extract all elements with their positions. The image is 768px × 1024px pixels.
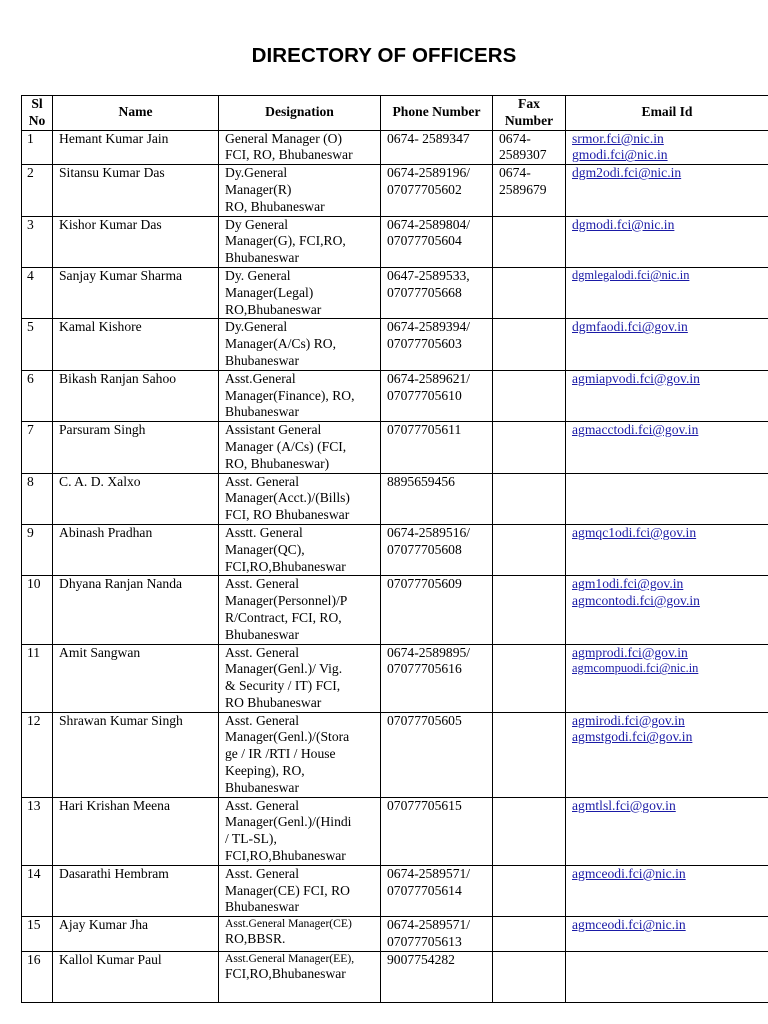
email-cell [566, 524, 768, 575]
designation-line: Asst.General [225, 370, 296, 386]
designation-cell [219, 917, 381, 952]
designation-line: Asst. General [225, 473, 299, 489]
email-cell [566, 712, 768, 797]
designation-line: / TL-SL), [225, 831, 277, 847]
designation-line: Bhubaneswar [225, 779, 299, 795]
fax-cell [493, 130, 566, 165]
sl-no-cell: 15 [22, 917, 53, 952]
phone-number: 0674-2589394/ [387, 319, 471, 335]
designation-line: Manager (A/Cs) (FCI, [225, 438, 347, 454]
table-row [22, 267, 768, 318]
email-link[interactable]: agmiapvodi.fci@gov.in [572, 370, 700, 386]
fax-cell [493, 576, 566, 644]
header-email-id: Email Id [566, 96, 768, 131]
phone-cell [381, 712, 493, 797]
phone-number: 0674-2589804/ [387, 216, 471, 232]
designation-cell [219, 130, 381, 165]
designation-line: RO, Bhubaneswar [225, 198, 325, 214]
fax-cell [493, 216, 566, 267]
designation-cell [219, 797, 381, 865]
email-cell [566, 797, 768, 865]
header-name: Name [53, 96, 219, 131]
email-cell [566, 951, 768, 1002]
email-link[interactable]: agmprodi.fci@gov.in [572, 644, 688, 660]
table-row [22, 319, 768, 370]
email-link[interactable]: agmqc1odi.fci@gov.in [572, 524, 697, 540]
header-fax-number: Fax Number [493, 96, 566, 131]
email-link[interactable]: agmceodi.fci@nic.in [572, 917, 686, 933]
fax-cell [493, 644, 566, 712]
sl-no-cell: 12 [22, 712, 53, 797]
designation-line: Manager(A/Cs) RO, [225, 336, 336, 352]
phone-number: 0674-2589621/ [387, 370, 471, 386]
designation-line: Keeping), RO, [225, 763, 305, 779]
phone-number: 0674-2589895/ [387, 644, 471, 660]
fax-cell [493, 524, 566, 575]
table-row [22, 370, 768, 421]
email-link[interactable]: agmceodi.fci@nic.in [572, 865, 686, 881]
phone-number: 07077705605 [387, 712, 462, 728]
designation-line: & Security / IT) FCI, [225, 678, 341, 694]
fax-cell [493, 865, 566, 916]
phone-number: 0674-2589571/ [387, 917, 471, 933]
officer-name-cell: C. A. D. Xalxo [53, 473, 219, 524]
designation-line: Dy.General [225, 319, 288, 335]
phone-cell [381, 576, 493, 644]
designation-line: Dy General [225, 216, 289, 232]
designation-line: Bhubaneswar [225, 352, 299, 368]
designation-cell [219, 644, 381, 712]
email-link[interactable]: agmcompuodi.fci@nic.in [572, 661, 699, 676]
fax-number: 2589679 [499, 181, 547, 197]
table-row [22, 951, 768, 1002]
phone-number: 0674-2589571/ [387, 865, 471, 881]
email-link[interactable]: agmacctodi.fci@gov.in [572, 422, 699, 438]
phone-cell [381, 130, 493, 165]
designation-line: Bhubaneswar [225, 899, 299, 915]
designation-line: Manager(Genl.)/(Stora [225, 729, 350, 745]
table-row [22, 797, 768, 865]
email-cell [566, 319, 768, 370]
sl-no-cell: 5 [22, 319, 53, 370]
sl-no-cell: 11 [22, 644, 53, 712]
designation-line: Manager(Genl.)/ Vig. [225, 661, 343, 677]
designation-cell [219, 951, 381, 1002]
email-link[interactable]: agmirodi.fci@gov.in [572, 712, 685, 728]
phone-number: 07077705602 [387, 181, 462, 197]
officer-name-cell: Kallol Kumar Paul [53, 951, 219, 1002]
designation-line: Dy. General [225, 267, 291, 283]
sl-no-cell: 10 [22, 576, 53, 644]
email-link[interactable]: srmor.fci@nic.in [572, 130, 664, 146]
phone-cell [381, 473, 493, 524]
officer-name-cell: Kamal Kishore [53, 319, 219, 370]
designation-cell [219, 865, 381, 916]
officer-name-cell: Bikash Ranjan Sahoo [53, 370, 219, 421]
email-link[interactable]: gmodi.fci@nic.in [572, 147, 668, 163]
designation-cell [219, 216, 381, 267]
designation-line: FCI, RO Bhubaneswar [225, 507, 350, 523]
designation-line: Manager(Personnel)/P [225, 593, 348, 609]
fax-cell [493, 165, 566, 216]
sl-no-cell: 8 [22, 473, 53, 524]
designation-line: RO, Bhubaneswar) [225, 455, 330, 471]
phone-number: 07077705613 [387, 934, 462, 950]
phone-cell [381, 917, 493, 952]
sl-no-cell: 6 [22, 370, 53, 421]
sl-no-cell: 2 [22, 165, 53, 216]
table-row [22, 130, 768, 165]
fax-cell [493, 917, 566, 952]
phone-number: 07077705615 [387, 797, 462, 813]
designation-cell [219, 370, 381, 421]
officer-name-cell: Hemant Kumar Jain [53, 130, 219, 165]
sl-no-cell: 14 [22, 865, 53, 916]
designation-line: Asstt. General [225, 524, 303, 540]
email-cell [566, 165, 768, 216]
phone-number: 0674- 2589347 [387, 130, 470, 146]
email-link[interactable]: agmstgodi.fci@gov.in [572, 729, 693, 745]
designation-line: FCI,RO,Bhubaneswar [225, 965, 346, 981]
fax-cell [493, 267, 566, 318]
fax-cell [493, 951, 566, 1002]
designation-line: Manager(Acct.)/(Bills) [225, 490, 350, 506]
designation-line: Manager(Legal) [225, 284, 314, 300]
phone-cell [381, 216, 493, 267]
designation-cell [219, 524, 381, 575]
phone-number: 07077705616 [387, 661, 462, 677]
designation-line: Manager(G), FCI,RO, [225, 233, 346, 249]
phone-number: 07077705614 [387, 882, 462, 898]
phone-number: 0647-2589533, [387, 267, 470, 283]
header-designation: Designation [219, 96, 381, 131]
email-link[interactable]: dgmlegalodi.fci@nic.in [572, 267, 690, 282]
designation-line: RO Bhubaneswar [225, 694, 322, 710]
designation-line: Manager(QC), [225, 541, 305, 557]
designation-cell [219, 165, 381, 216]
phone-cell [381, 165, 493, 216]
phone-cell [381, 524, 493, 575]
phone-number: 07077705604 [387, 233, 462, 249]
sl-no-cell: 7 [22, 422, 53, 473]
phone-number: 0674-2589516/ [387, 524, 471, 540]
designation-line: RO,BBSR. [225, 931, 286, 947]
officer-name-cell: Kishor Kumar Das [53, 216, 219, 267]
email-link[interactable]: dgm2odi.fci@nic.in [572, 165, 682, 181]
officer-name-cell: Abinash Pradhan [53, 524, 219, 575]
phone-cell [381, 370, 493, 421]
phone-number: 07077705610 [387, 387, 462, 403]
fax-number: 0674- [499, 165, 531, 181]
designation-line: Asst. General [225, 644, 299, 660]
officer-name-cell: Shrawan Kumar Singh [53, 712, 219, 797]
designation-line: Asst.General Manager(EE), [225, 951, 355, 965]
email-cell [566, 216, 768, 267]
email-link[interactable]: agm1odi.fci@gov.in [572, 576, 684, 592]
table-row [22, 422, 768, 473]
officer-name-cell: Hari Krishan Meena [53, 797, 219, 865]
fax-number: 0674- [499, 130, 531, 146]
email-cell [566, 865, 768, 916]
email-cell [566, 370, 768, 421]
phone-cell [381, 422, 493, 473]
officer-name-cell: Amit Sangwan [53, 644, 219, 712]
designation-line: Asst. General [225, 712, 299, 728]
phone-number: 07077705603 [387, 336, 462, 352]
fax-cell [493, 319, 566, 370]
table-row [22, 917, 768, 952]
table-row [22, 644, 768, 712]
document-title: DIRECTORY OF OFFICERS [251, 44, 517, 67]
table-row [22, 865, 768, 916]
designation-cell [219, 473, 381, 524]
officers-table [21, 95, 768, 1003]
sl-no-cell: 3 [22, 216, 53, 267]
officer-name-cell: Dasarathi Hembram [53, 865, 219, 916]
table-row [22, 473, 768, 524]
email-cell [566, 267, 768, 318]
sl-no-cell: 16 [22, 951, 53, 1002]
phone-number: 07077705668 [387, 284, 462, 300]
email-cell [566, 130, 768, 165]
table-row [22, 524, 768, 575]
designation-cell [219, 422, 381, 473]
designation-line: FCI,RO,Bhubaneswar [225, 848, 346, 864]
phone-number: 0674-2589196/ [387, 165, 471, 181]
sl-no-cell: 1 [22, 130, 53, 165]
fax-cell [493, 797, 566, 865]
designation-line: Asst. General [225, 797, 299, 813]
phone-cell [381, 644, 493, 712]
phone-cell [381, 797, 493, 865]
designation-cell [219, 576, 381, 644]
designation-line: Manager(R) [225, 181, 292, 197]
phone-number: 07077705608 [387, 541, 462, 557]
email-cell [566, 576, 768, 644]
email-link[interactable]: dgmodi.fci@nic.in [572, 216, 675, 232]
phone-cell [381, 319, 493, 370]
table-row [22, 216, 768, 267]
table-row [22, 576, 768, 644]
designation-line: Asst.General Manager(CE) [225, 917, 352, 931]
email-cell [566, 473, 768, 524]
designation-line: Bhubaneswar [225, 250, 299, 266]
fax-cell [493, 370, 566, 421]
phone-cell [381, 951, 493, 1002]
fax-cell [493, 422, 566, 473]
officer-name-cell: Ajay Kumar Jha [53, 917, 219, 952]
table-row [22, 165, 768, 216]
phone-number: 07077705611 [387, 422, 462, 438]
sl-no-cell: 9 [22, 524, 53, 575]
phone-number: 07077705609 [387, 576, 462, 592]
phone-number: 8895659456 [387, 473, 455, 489]
officer-name-cell: Dhyana Ranjan Nanda [53, 576, 219, 644]
table-header-row [22, 96, 768, 131]
designation-cell [219, 267, 381, 318]
email-cell [566, 422, 768, 473]
email-cell [566, 644, 768, 712]
designation-line: RO,Bhubaneswar [225, 301, 322, 317]
email-link[interactable]: agmtlsl.fci@gov.in [572, 797, 676, 813]
designation-line: Manager(Genl.)/(Hindi [225, 814, 352, 830]
designation-line: ge / IR /RTI / House [225, 746, 336, 762]
designation-line: Bhubaneswar [225, 626, 299, 642]
email-link[interactable]: dgmfaodi.fci@gov.in [572, 319, 688, 335]
sl-no-cell: 4 [22, 267, 53, 318]
fax-cell [493, 712, 566, 797]
designation-line: Asst. General [225, 576, 299, 592]
email-cell [566, 917, 768, 952]
fax-cell [493, 473, 566, 524]
officer-name-cell: Sitansu Kumar Das [53, 165, 219, 216]
designation-line: FCI,RO,Bhubaneswar [225, 558, 346, 574]
phone-cell [381, 267, 493, 318]
phone-cell [381, 865, 493, 916]
header-sl-no: Sl No [22, 96, 53, 131]
phone-number: 9007754282 [387, 951, 455, 967]
designation-line: Manager(Finance), RO, [225, 387, 355, 403]
fax-number: 2589307 [499, 147, 547, 163]
designation-line: R/Contract, FCI, RO, [225, 609, 342, 625]
designation-line: Dy.General [225, 165, 288, 181]
header-phone-number: Phone Number [381, 96, 493, 131]
designation-line: General Manager (O) [225, 130, 342, 146]
sl-no-cell: 13 [22, 797, 53, 865]
designation-cell [219, 319, 381, 370]
designation-line: Bhubaneswar [225, 404, 299, 420]
designation-line: FCI, RO, Bhubaneswar [225, 147, 353, 163]
officer-name-cell: Parsuram Singh [53, 422, 219, 473]
designation-line: Assistant General [225, 422, 322, 438]
designation-line: Asst. General [225, 865, 299, 881]
email-link[interactable]: agmcontodi.fci@gov.in [572, 593, 700, 609]
officer-name-cell: Sanjay Kumar Sharma [53, 267, 219, 318]
designation-line: Manager(CE) FCI, RO [225, 882, 350, 898]
table-row [22, 712, 768, 797]
designation-cell [219, 712, 381, 797]
